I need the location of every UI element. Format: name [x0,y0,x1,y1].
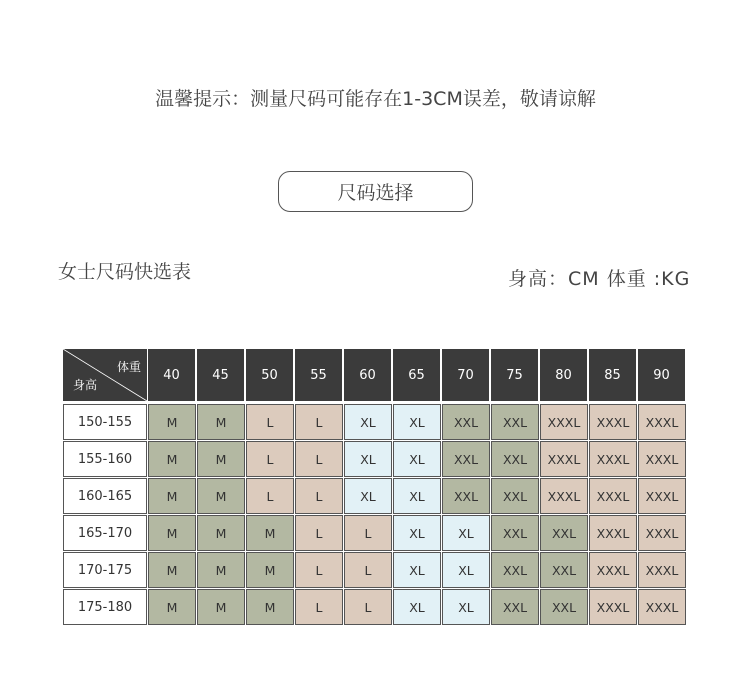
size-cell: XXXL [638,515,686,551]
size-cell: XXL [491,441,539,477]
size-cell: L [246,441,294,477]
corner-diagonal [63,349,147,401]
corner-height-label: 身高 [73,378,98,392]
size-cell: XL [393,404,441,440]
size-select-label: 尺码选择 [337,182,414,204]
size-cell: L [295,478,343,514]
size-cell: XXXL [638,552,686,588]
size-cell: XL [344,478,392,514]
size-cell: M [197,404,245,440]
size-cell: M [246,515,294,551]
size-cell: XXL [540,552,588,588]
height-row-label: 175-180 [63,589,147,625]
size-cell: XXXL [638,478,686,514]
size-cell: XXXL [638,589,686,625]
size-select-button[interactable] [278,171,473,212]
height-row-label: 170-175 [63,552,147,588]
size-cell: M [197,589,245,625]
size-tip: 温馨提示：测量尺码可能存在1-3CM误差，敬请谅解 [155,88,596,110]
size-cell: XXL [491,552,539,588]
size-cell: M [148,478,196,514]
size-cell: L [295,515,343,551]
size-cell: XXL [540,589,588,625]
header-corner [63,349,147,401]
size-cell: XL [393,515,441,551]
table-title: 女士尺码快选表 [58,261,192,283]
size-cell: XL [393,589,441,625]
size-cell: XXXL [638,441,686,477]
weight-header-cell: 55 [295,349,342,401]
size-cell: L [344,515,392,551]
height-row-label: 155-160 [63,441,147,477]
size-cell: XXL [442,404,490,440]
height-row-label: 150-155 [63,404,147,440]
size-cell: XL [393,441,441,477]
size-cell: M [197,441,245,477]
weight-header-cell: 75 [491,349,538,401]
size-cell: M [148,515,196,551]
weight-header-cell: 85 [589,349,636,401]
size-cell: L [295,404,343,440]
size-cell: XL [442,589,490,625]
size-cell: XL [442,515,490,551]
size-cell: M [148,441,196,477]
size-cell: XXXL [540,441,588,477]
size-cell: M [246,589,294,625]
size-cell: XL [393,552,441,588]
size-cell: XXXL [589,478,637,514]
size-cell: M [148,552,196,588]
size-cell: XXL [491,589,539,625]
size-cell: L [295,552,343,588]
size-cell: L [344,552,392,588]
size-cell: L [246,404,294,440]
size-cell: XXXL [540,404,588,440]
height-row-label: 165-170 [63,515,147,551]
weight-header-cell: 40 [148,349,195,401]
size-cell: L [246,478,294,514]
weight-header-cell: 80 [540,349,587,401]
size-cell: M [197,515,245,551]
size-cell: XXXL [540,478,588,514]
size-cell: XXXL [638,404,686,440]
size-cell: XXL [491,515,539,551]
size-cell: XXL [491,478,539,514]
size-cell: XL [442,552,490,588]
size-cell: M [197,478,245,514]
size-cell: XXXL [589,515,637,551]
size-cell: M [197,552,245,588]
weight-header-cell: 65 [393,349,440,401]
size-cell: XXXL [589,441,637,477]
weight-header-cell: 70 [442,349,489,401]
height-row-label: 160-165 [63,478,147,514]
units-label: 身高：CM 体重 :KG [508,268,691,290]
size-cell: M [148,589,196,625]
size-cell: L [295,589,343,625]
weight-header-cell: 60 [344,349,391,401]
weight-header-cell: 90 [638,349,685,401]
size-cell: XL [344,404,392,440]
size-cell: L [344,589,392,625]
size-cell: XXL [442,441,490,477]
size-cell: XXL [442,478,490,514]
corner-weight-label: 体重 [116,360,141,374]
weight-header-cell: 45 [197,349,244,401]
size-cell: L [295,441,343,477]
size-cell: XXXL [589,552,637,588]
size-cell: XXL [540,515,588,551]
size-cell: XXL [491,404,539,440]
size-cell: XL [393,478,441,514]
size-cell: XXXL [589,404,637,440]
size-cell: XL [344,441,392,477]
size-cell: M [246,552,294,588]
size-cell: XXXL [589,589,637,625]
weight-header-cell: 50 [246,349,293,401]
size-cell: M [148,404,196,440]
